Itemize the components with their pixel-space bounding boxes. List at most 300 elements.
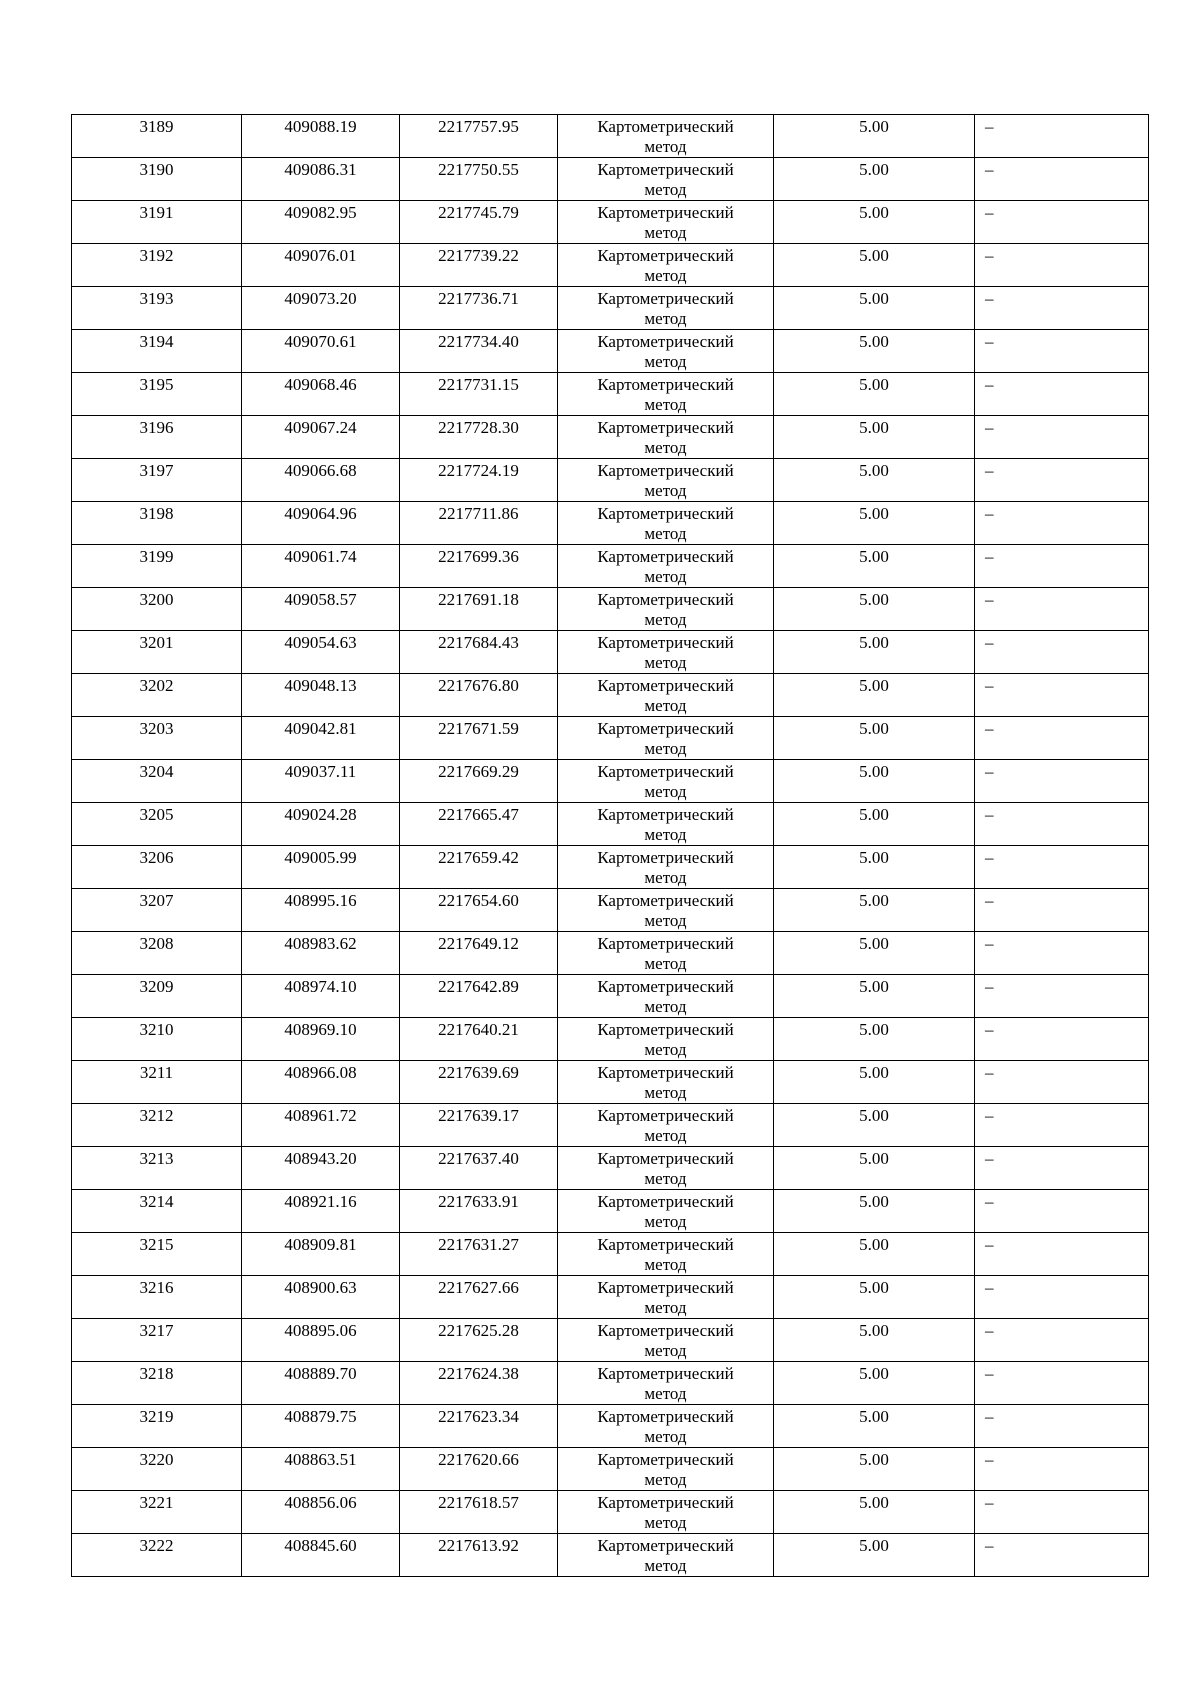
y-coordinate-cell [400,287,558,330]
accuracy-cell [774,330,975,373]
description-cell [975,115,1149,158]
description-cell [975,1233,1149,1276]
x-coordinate-cell [242,1147,400,1190]
y-coordinate-text: 2217659.42 [438,848,519,867]
description-text: – [985,160,994,179]
description-cell [975,373,1149,416]
y-coordinate-text: 2217624.38 [438,1364,519,1383]
point-number-cell [72,201,242,244]
method-text: Картометрический метод [597,1020,734,1059]
accuracy-cell [774,588,975,631]
method-cell [558,1147,774,1190]
point-number-cell [72,1276,242,1319]
table-row [72,1405,1149,1448]
accuracy-cell [774,975,975,1018]
x-coordinate-cell [242,1276,400,1319]
y-coordinate-text: 2217739.22 [438,246,519,265]
description-cell [975,889,1149,932]
table-body [72,115,1149,1577]
x-coordinate-cell [242,1319,400,1362]
point-number-text: 3200 [139,590,174,609]
description-cell [975,330,1149,373]
point-number-text: 3215 [139,1235,174,1254]
x-coordinate-text: 409005.99 [284,848,357,867]
description-cell [975,1448,1149,1491]
description-text: – [985,719,994,738]
y-coordinate-text: 2217654.60 [438,891,519,910]
accuracy-cell [774,502,975,545]
x-coordinate-text: 408889.70 [284,1364,357,1383]
point-number-cell [72,287,242,330]
y-coordinate-text: 2217731.15 [438,375,519,394]
point-number-cell [72,588,242,631]
method-text: Картометрический метод [597,1235,734,1274]
point-number-text: 3205 [139,805,174,824]
table-row [72,545,1149,588]
y-coordinate-cell [400,588,558,631]
x-coordinate-cell [242,717,400,760]
method-text: Картометрический метод [597,633,734,672]
x-coordinate-text: 408966.08 [284,1063,357,1082]
y-coordinate-cell [400,975,558,1018]
description-cell [975,201,1149,244]
accuracy-cell [774,115,975,158]
description-text: – [985,547,994,566]
x-coordinate-cell [242,459,400,502]
method-cell [558,1018,774,1061]
method-text: Картометрический метод [597,117,734,156]
method-text: Картометрический метод [597,891,734,930]
x-coordinate-cell [242,674,400,717]
accuracy-text: 5.00 [859,1407,889,1426]
table-row [72,1190,1149,1233]
x-coordinate-text: 408943.20 [284,1149,357,1168]
description-cell [975,1362,1149,1405]
table-row [72,889,1149,932]
point-number-text: 3221 [139,1493,174,1512]
point-number-cell [72,1448,242,1491]
x-coordinate-text: 408879.75 [284,1407,357,1426]
description-text: – [985,117,994,136]
table-row [72,760,1149,803]
y-coordinate-cell [400,803,558,846]
y-coordinate-cell [400,846,558,889]
accuracy-text: 5.00 [859,1321,889,1340]
y-coordinate-cell [400,158,558,201]
accuracy-cell [774,1405,975,1448]
method-text: Картометрический метод [597,203,734,242]
point-number-text: 3206 [139,848,174,867]
y-coordinate-cell [400,1147,558,1190]
x-coordinate-text: 408961.72 [284,1106,357,1125]
point-number-cell [72,1319,242,1362]
point-number-cell [72,1491,242,1534]
method-cell [558,803,774,846]
accuracy-text: 5.00 [859,633,889,652]
y-coordinate-cell [400,244,558,287]
accuracy-text: 5.00 [859,418,889,437]
description-cell [975,1018,1149,1061]
accuracy-text: 5.00 [859,375,889,394]
y-coordinate-text: 2217631.27 [438,1235,519,1254]
table-row [72,287,1149,330]
accuracy-text: 5.00 [859,1278,889,1297]
point-number-cell [72,1405,242,1448]
y-coordinate-text: 2217637.40 [438,1149,519,1168]
point-number-text: 3199 [139,547,174,566]
accuracy-cell [774,373,975,416]
table-row [72,975,1149,1018]
y-coordinate-text: 2217627.66 [438,1278,519,1297]
table-row [72,1448,1149,1491]
method-text: Картометрический метод [597,719,734,758]
point-number-text: 3213 [139,1149,174,1168]
x-coordinate-cell [242,373,400,416]
method-cell [558,1276,774,1319]
description-cell [975,1104,1149,1147]
y-coordinate-text: 2217684.43 [438,633,519,652]
point-number-text: 3198 [139,504,174,523]
table-row [72,502,1149,545]
point-number-cell [72,330,242,373]
point-number-text: 3211 [139,1063,174,1082]
x-coordinate-text: 409066.68 [284,461,357,480]
point-number-text: 3220 [139,1450,174,1469]
point-number-cell [72,1534,242,1577]
method-text: Картометрический метод [597,590,734,629]
description-cell [975,287,1149,330]
point-number-cell [72,1233,242,1276]
y-coordinate-text: 2217669.29 [438,762,519,781]
table-row [72,1534,1149,1577]
x-coordinate-text: 409073.20 [284,289,357,308]
y-coordinate-cell [400,932,558,975]
point-number-cell [72,459,242,502]
y-coordinate-cell [400,115,558,158]
accuracy-cell [774,1233,975,1276]
accuracy-text: 5.00 [859,1149,889,1168]
x-coordinate-text: 409086.31 [284,160,357,179]
y-coordinate-text: 2217750.55 [438,160,519,179]
table-row [72,674,1149,717]
x-coordinate-cell [242,1491,400,1534]
x-coordinate-text: 408995.16 [284,891,357,910]
point-number-text: 3212 [139,1106,174,1125]
method-cell [558,1319,774,1362]
description-cell [975,158,1149,201]
point-number-text: 3202 [139,676,174,695]
x-coordinate-text: 408983.62 [284,934,357,953]
description-cell [975,1061,1149,1104]
description-cell [975,1405,1149,1448]
point-number-cell [72,760,242,803]
method-text: Картометрический метод [597,1407,734,1446]
point-number-text: 3210 [139,1020,174,1039]
description-cell [975,803,1149,846]
point-number-cell [72,1104,242,1147]
point-number-cell [72,502,242,545]
x-coordinate-text: 408969.10 [284,1020,357,1039]
method-cell [558,330,774,373]
x-coordinate-cell [242,115,400,158]
accuracy-text: 5.00 [859,1192,889,1211]
table-row [72,416,1149,459]
method-cell [558,846,774,889]
accuracy-cell [774,631,975,674]
x-coordinate-cell [242,631,400,674]
method-text: Картометрический метод [597,1106,734,1145]
x-coordinate-cell [242,1104,400,1147]
y-coordinate-text: 2217757.95 [438,117,519,136]
point-number-text: 3209 [139,977,174,996]
accuracy-text: 5.00 [859,504,889,523]
accuracy-cell [774,1319,975,1362]
table-row [72,330,1149,373]
table-row [72,201,1149,244]
description-text: – [985,633,994,652]
accuracy-text: 5.00 [859,1106,889,1125]
x-coordinate-text: 409067.24 [284,418,357,437]
description-cell [975,1319,1149,1362]
x-coordinate-text: 408974.10 [284,977,357,996]
description-text: – [985,1020,994,1039]
x-coordinate-cell [242,287,400,330]
accuracy-text: 5.00 [859,590,889,609]
table-row [72,373,1149,416]
x-coordinate-cell [242,244,400,287]
method-text: Картометрический метод [597,1536,734,1575]
table-row [72,1147,1149,1190]
y-coordinate-cell [400,1233,558,1276]
description-cell [975,674,1149,717]
table-row [72,631,1149,674]
method-cell [558,1491,774,1534]
x-coordinate-text: 408895.06 [284,1321,357,1340]
accuracy-text: 5.00 [859,891,889,910]
point-number-cell [72,846,242,889]
y-coordinate-text: 2217734.40 [438,332,519,351]
point-number-cell [72,1190,242,1233]
accuracy-text: 5.00 [859,246,889,265]
x-coordinate-cell [242,1018,400,1061]
point-number-text: 3218 [139,1364,174,1383]
description-text: – [985,848,994,867]
method-cell [558,631,774,674]
table-row [72,1104,1149,1147]
method-text: Картометрический метод [597,1321,734,1360]
table-row [72,244,1149,287]
x-coordinate-cell [242,416,400,459]
description-cell [975,631,1149,674]
accuracy-cell [774,760,975,803]
y-coordinate-cell [400,717,558,760]
y-coordinate-cell [400,1061,558,1104]
y-coordinate-text: 2217728.30 [438,418,519,437]
accuracy-cell [774,1104,975,1147]
table-row [72,158,1149,201]
method-text: Картометрический метод [597,504,734,543]
method-text: Картометрический метод [597,934,734,973]
description-cell [975,545,1149,588]
description-text: – [985,1192,994,1211]
accuracy-text: 5.00 [859,805,889,824]
table-row [72,717,1149,760]
description-text: – [985,1407,994,1426]
description-text: – [985,504,994,523]
y-coordinate-cell [400,1448,558,1491]
accuracy-cell [774,459,975,502]
x-coordinate-text: 408845.60 [284,1536,357,1555]
y-coordinate-text: 2217618.57 [438,1493,519,1512]
point-number-text: 3193 [139,289,174,308]
x-coordinate-text: 409037.11 [284,762,357,781]
accuracy-cell [774,1061,975,1104]
x-coordinate-cell [242,1233,400,1276]
method-cell [558,1448,774,1491]
y-coordinate-cell [400,674,558,717]
y-coordinate-cell [400,416,558,459]
y-coordinate-text: 2217620.66 [438,1450,519,1469]
method-cell [558,975,774,1018]
point-number-text: 3196 [139,418,174,437]
method-cell [558,889,774,932]
accuracy-cell [774,1448,975,1491]
description-text: – [985,246,994,265]
point-number-cell [72,674,242,717]
x-coordinate-text: 409088.19 [284,117,357,136]
y-coordinate-cell [400,459,558,502]
method-text: Картометрический метод [597,1149,734,1188]
table-row [72,1018,1149,1061]
point-number-cell [72,932,242,975]
y-coordinate-cell [400,1104,558,1147]
description-cell [975,932,1149,975]
x-coordinate-cell [242,1534,400,1577]
table-row [72,803,1149,846]
y-coordinate-cell [400,1018,558,1061]
method-cell [558,287,774,330]
table-row [72,1319,1149,1362]
method-cell [558,1233,774,1276]
point-number-text: 3194 [139,332,174,351]
description-text: – [985,1364,994,1383]
x-coordinate-cell [242,201,400,244]
accuracy-text: 5.00 [859,1063,889,1082]
x-coordinate-text: 409058.57 [284,590,357,609]
y-coordinate-text: 2217665.47 [438,805,519,824]
method-cell [558,717,774,760]
method-cell [558,545,774,588]
method-cell [558,1534,774,1577]
y-coordinate-text: 2217736.71 [438,289,519,308]
method-cell [558,244,774,287]
point-number-cell [72,244,242,287]
description-text: – [985,1106,994,1125]
accuracy-cell [774,158,975,201]
y-coordinate-text: 2217745.79 [438,203,519,222]
description-cell [975,416,1149,459]
x-coordinate-text: 409042.81 [284,719,357,738]
method-text: Картометрический метод [597,977,734,1016]
y-coordinate-cell [400,330,558,373]
y-coordinate-text: 2217642.89 [438,977,519,996]
y-coordinate-cell [400,1405,558,1448]
description-text: – [985,203,994,222]
description-cell [975,717,1149,760]
point-number-text: 3217 [139,1321,174,1340]
y-coordinate-text: 2217625.28 [438,1321,519,1340]
method-cell [558,1104,774,1147]
description-text: – [985,289,994,308]
description-text: – [985,762,994,781]
description-text: – [985,1321,994,1340]
accuracy-text: 5.00 [859,762,889,781]
y-coordinate-cell [400,545,558,588]
description-text: – [985,1536,994,1555]
point-number-text: 3197 [139,461,174,480]
accuracy-text: 5.00 [859,117,889,136]
x-coordinate-text: 408900.63 [284,1278,357,1297]
method-text: Картометрический метод [597,547,734,586]
accuracy-cell [774,287,975,330]
x-coordinate-cell [242,1061,400,1104]
method-text: Картометрический метод [597,1278,734,1317]
description-text: – [985,805,994,824]
point-number-cell [72,115,242,158]
point-number-cell [72,1018,242,1061]
accuracy-text: 5.00 [859,1235,889,1254]
description-text: – [985,891,994,910]
accuracy-cell [774,674,975,717]
table-row [72,1276,1149,1319]
description-text: – [985,461,994,480]
point-number-cell [72,803,242,846]
accuracy-cell [774,1362,975,1405]
method-text: Картометрический метод [597,1063,734,1102]
point-number-text: 3195 [139,375,174,394]
point-number-text: 3189 [139,117,174,136]
x-coordinate-cell [242,1405,400,1448]
accuracy-text: 5.00 [859,977,889,996]
x-coordinate-cell [242,545,400,588]
description-text: – [985,590,994,609]
method-cell [558,674,774,717]
description-text: – [985,332,994,351]
point-number-cell [72,1147,242,1190]
x-coordinate-cell [242,1362,400,1405]
x-coordinate-cell [242,158,400,201]
x-coordinate-text: 408863.51 [284,1450,357,1469]
table-row [72,1362,1149,1405]
description-cell [975,1190,1149,1233]
y-coordinate-text: 2217623.34 [438,1407,519,1426]
x-coordinate-cell [242,889,400,932]
accuracy-cell [774,932,975,975]
method-cell [558,588,774,631]
point-number-text: 3204 [139,762,174,781]
x-coordinate-text: 409070.61 [284,332,357,351]
y-coordinate-text: 2217640.21 [438,1020,519,1039]
accuracy-cell [774,1276,975,1319]
y-coordinate-text: 2217633.91 [438,1192,519,1211]
accuracy-text: 5.00 [859,1493,889,1512]
point-number-text: 3190 [139,160,174,179]
table-row [72,1233,1149,1276]
description-cell [975,244,1149,287]
y-coordinate-text: 2217676.80 [438,676,519,695]
method-text: Картометрический метод [597,1364,734,1403]
x-coordinate-cell [242,588,400,631]
